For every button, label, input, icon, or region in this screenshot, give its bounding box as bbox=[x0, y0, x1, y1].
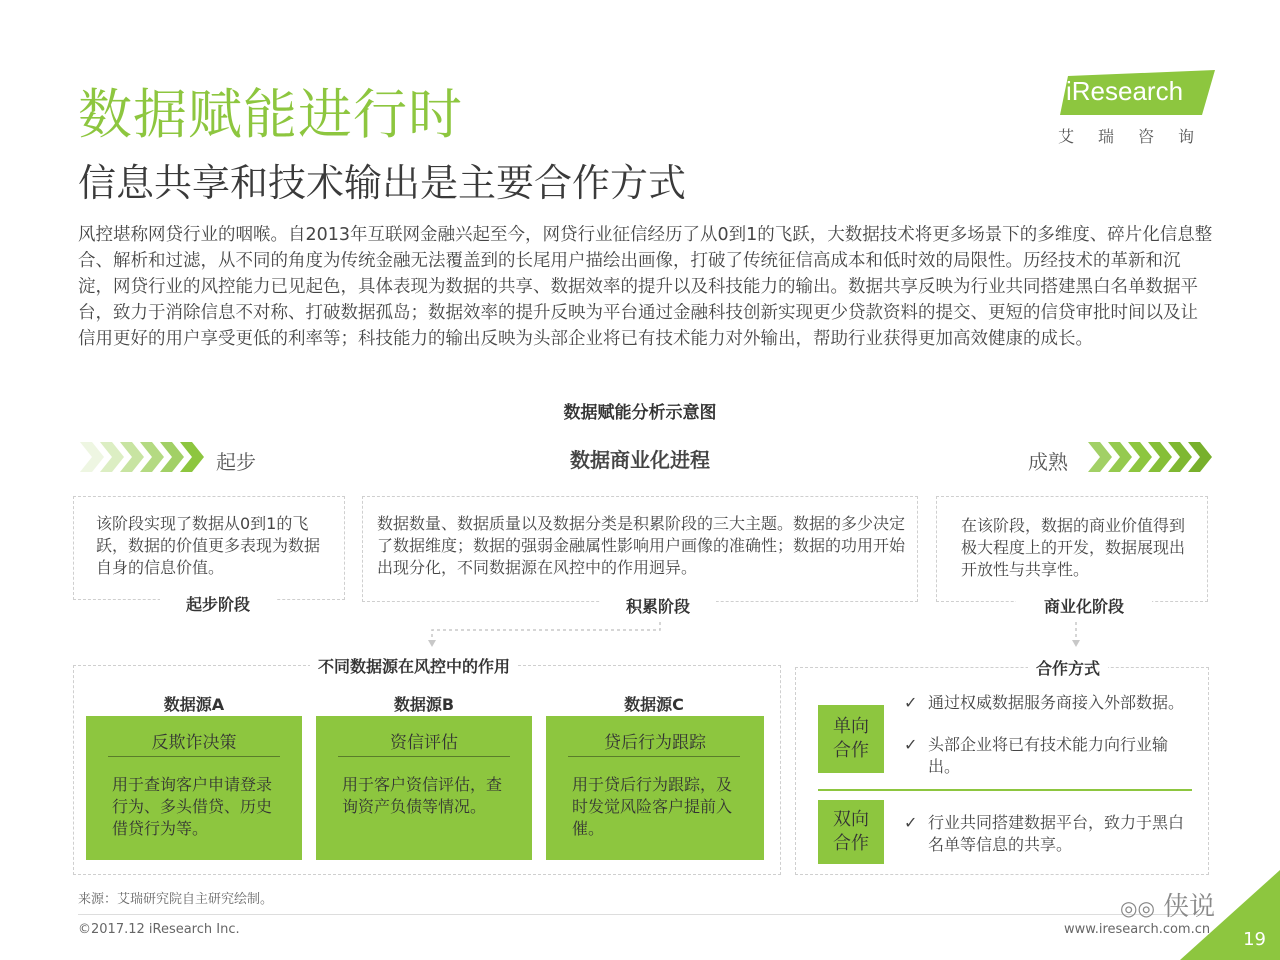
source-card-a bbox=[86, 716, 302, 860]
wechat-icon: ◎◎ bbox=[1120, 896, 1155, 920]
page-subtitle: 信息共享和技术输出是主要合作方式 bbox=[78, 161, 687, 205]
chevrons-right-icon bbox=[1088, 442, 1213, 472]
check-icon: ✓ bbox=[904, 735, 918, 754]
check-icon: ✓ bbox=[904, 693, 918, 712]
coop-item-text: 通过权威数据服务商接入外部数据。 bbox=[928, 693, 1185, 712]
card-divider bbox=[568, 756, 740, 757]
coop-item-text: 头部企业将已有技术能力向行业输出。 bbox=[928, 735, 1169, 776]
stage-text: 数据数量、数据质量以及数据分类是积累阶段的三大主题。数据的多少决定了数据维度；数据的强弱金融属性影响用户画像的准确性；数据的功用开始出现分化，不同数据源在风控中的作用迥异。 bbox=[377, 514, 906, 577]
mature-label: 成熟 bbox=[1028, 450, 1068, 474]
stage-box-commercial bbox=[936, 496, 1208, 602]
iresearch-logo bbox=[1060, 70, 1215, 115]
check-icon: ✓ bbox=[904, 813, 918, 832]
stage-connectors bbox=[428, 620, 1088, 650]
source-card-head: 贷后行为跟踪 bbox=[604, 733, 706, 753]
source-card-c bbox=[546, 716, 764, 860]
data-sources-title: 不同数据源在风控中的作用 bbox=[310, 654, 518, 677]
watermark-text: 侠说 bbox=[1163, 892, 1216, 922]
logo-cn-text: 艾瑞咨询 bbox=[1058, 127, 1219, 146]
progress-chevrons-right bbox=[1088, 442, 1213, 472]
stage-text: 在该阶段，数据的商业价值得到极大程度上的开发，数据展现出开放性与共享性。 bbox=[961, 516, 1186, 579]
source-card-body: 用于客户资信评估，查询资产负债等情况。 bbox=[342, 775, 503, 816]
copyright-text: ©2017.12 iResearch Inc. bbox=[78, 922, 240, 937]
card-divider bbox=[108, 756, 280, 757]
diagram-title: 数据赋能分析示意图 bbox=[563, 403, 717, 423]
source-card-body: 用于贷后行为跟踪，及时发觉风险客户提前入催。 bbox=[572, 775, 733, 838]
start-label: 起步 bbox=[216, 450, 256, 474]
source-card-head: 反欺诈决策 bbox=[151, 733, 237, 753]
coop-badge-one-way: 单向合作 bbox=[818, 705, 884, 773]
website-link[interactable]: www.iresearch.com.cn bbox=[1064, 922, 1211, 937]
coop-item-text: 行业共同搭建数据平台，致力于黑白名单等信息的共享。 bbox=[928, 813, 1185, 854]
stage-name-accumulate: 积累阶段 bbox=[600, 594, 716, 617]
source-name-b: 数据源B bbox=[393, 695, 455, 714]
coop-item-2 bbox=[904, 734, 1194, 778]
page-number: 19 bbox=[1243, 929, 1266, 950]
coop-item-3 bbox=[904, 812, 1194, 856]
stage-name-commercial: 商业化阶段 bbox=[1016, 594, 1152, 617]
stage-box-accumulate bbox=[362, 496, 918, 602]
coop-divider bbox=[818, 789, 1192, 791]
footer-divider bbox=[78, 914, 1213, 915]
coop-item-1 bbox=[904, 692, 1194, 714]
source-card-body: 用于查询客户申请登录行为、多头借贷、历史借贷行为等。 bbox=[112, 775, 273, 838]
source-name-a: 数据源A bbox=[163, 695, 225, 714]
stage-box-start bbox=[73, 496, 345, 600]
cooperation-title: 合作方式 bbox=[1028, 656, 1108, 679]
logo-brand-text: iResearch bbox=[1066, 76, 1184, 106]
intro-paragraph: 风控堪称网贷行业的咽喉。自2013年互联网金融兴起至今，网贷行业征信经历了从0到1的飞跃，大数据技术将更多场景下的多维度、碎片化信息整合、解析和过滤，从不同的角度为传统金融无法覆盖到的长尾用户描绘出画像，打破了传统征信高成本和低时效的局限性。历经技术的革新和沉淀，网贷行业的风控能力已见起色，具体表现为数据的共享、数据效率的提升以及科技能力的输出。数据共享反映为行业共同搭建黑白名单数据平台，致力于消除信息不对称、打破数据孤岛；数据效率的提升反映为平台通过金融科技创新实现更少贷款资料的提交、更短的信贷审批时间以及让信用更好的用户享受更低的利率等；科技能力的输出反映为头部企业将已有技术能力对外输出，帮助行业获得更加高效健康的成长。 bbox=[78, 225, 1213, 349]
connector-arrows-icon bbox=[428, 620, 1088, 650]
coop-badge-two-way: 双向合作 bbox=[818, 800, 884, 864]
source-note: 来源：艾瑞研究院自主研究绘制。 bbox=[78, 892, 274, 907]
stage-text: 该阶段实现了数据从0到1的飞跃，数据的价值更多表现为数据自身的信息价值。 bbox=[96, 514, 321, 577]
card-divider bbox=[338, 756, 510, 757]
process-label: 数据商业化进程 bbox=[570, 448, 710, 472]
stage-name-start: 起步阶段 bbox=[160, 592, 276, 615]
page-title: 数据赋能进行时 bbox=[78, 83, 463, 146]
source-name-c: 数据源C bbox=[624, 695, 684, 714]
source-card-b bbox=[316, 716, 532, 860]
source-card-head: 资信评估 bbox=[390, 733, 458, 753]
